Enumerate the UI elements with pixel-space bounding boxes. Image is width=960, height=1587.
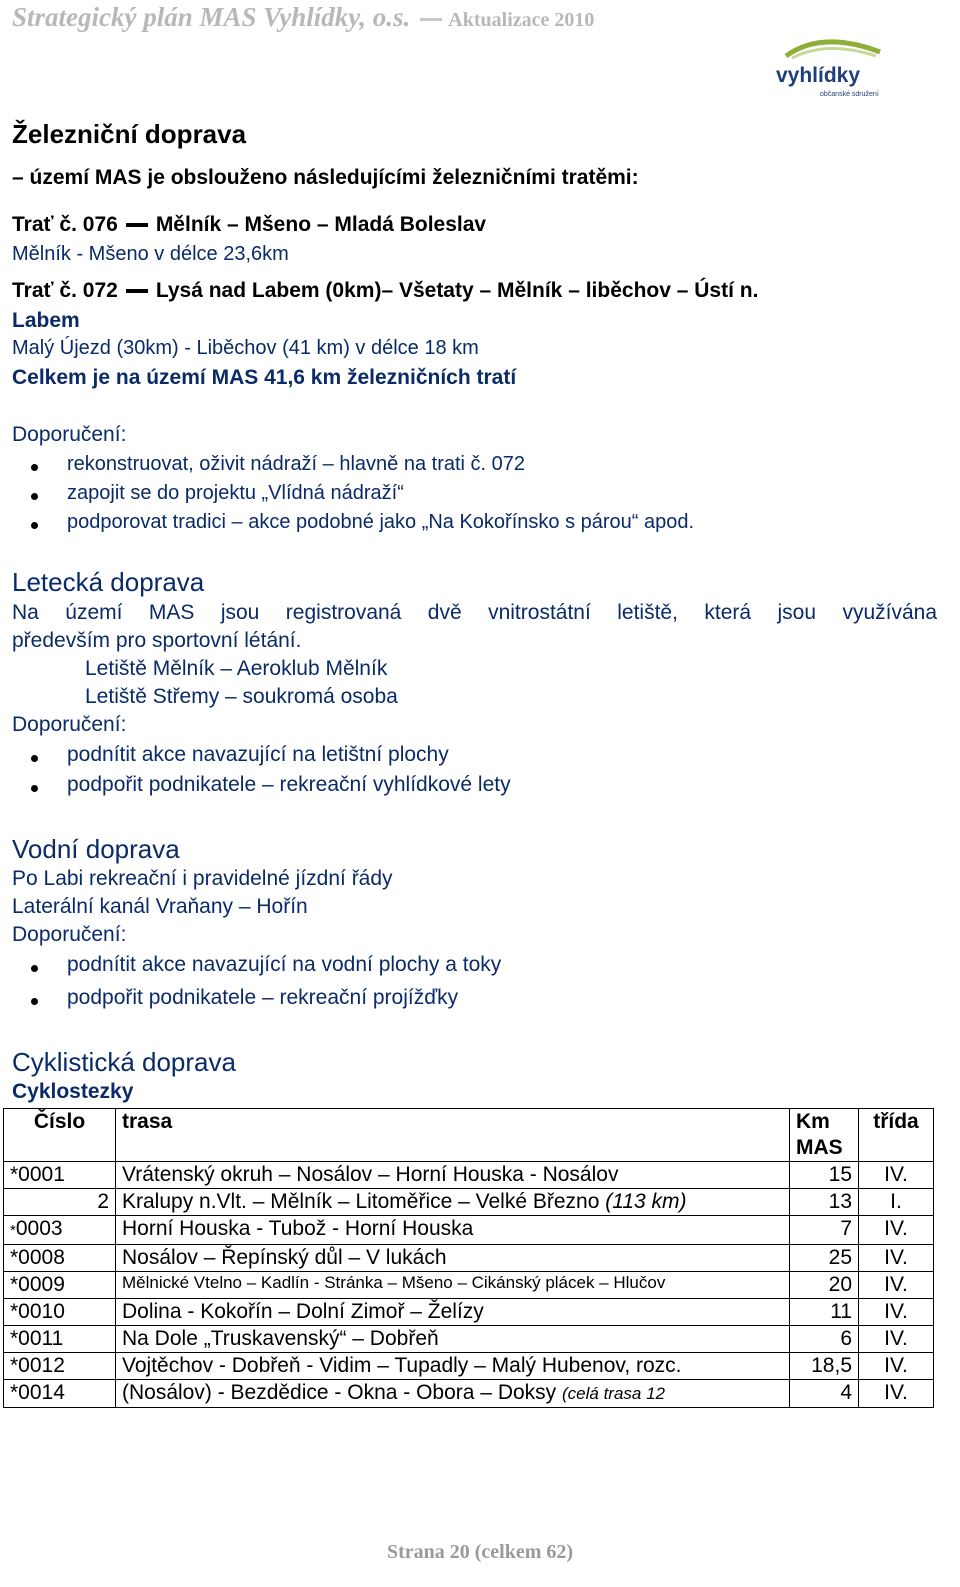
cycle-subheading: Cyklostezky: [12, 1080, 134, 1103]
route-name: Dolina - Kokořín – Dolní Zimoř – Želízy: [116, 1299, 790, 1326]
route-name: Mělnické Vtelno – Kadlín - Stránka – Mšeno – Cikánský plácek – Hlučov: [116, 1272, 790, 1299]
route-number-value: 0003: [15, 1217, 63, 1240]
route-name: Vojtěchov - Dobřeň - Vidim – Tupadly – Malý Hubenov, rozc.: [116, 1353, 790, 1380]
air-intro: Na území MAS jsou registrovaná dvě vnitrostátní letiště, která jsou využívána: [12, 601, 937, 624]
rail-line2-title: [12, 279, 758, 303]
header-update: Aktualizace 2010: [448, 9, 595, 31]
page-footer: Strana 20 (celkem 62): [386, 1541, 574, 1563]
water-reco-label: Doporučení:: [12, 923, 127, 946]
table-row: [4, 1272, 934, 1299]
rail-intro: – území MAS je obslouženo následujícími železničními tratěmi:: [12, 166, 639, 189]
logo-subtext: občanské sdružení: [820, 91, 879, 98]
rail-reco-item: podporovat tradici – akce podobné jako „Na Kokořínsko s párou“ apod.: [67, 511, 695, 533]
bullet-dot: [31, 998, 38, 1005]
dash: [126, 223, 148, 227]
table-row: [4, 1245, 934, 1272]
rail-total: Celkem je na území MAS 41,6 km železničních tratí: [12, 366, 517, 389]
air-airport: Letiště Mělník – Aeroklub Mělník: [85, 657, 388, 680]
route-km: 11: [790, 1299, 859, 1326]
route-number: *0014: [4, 1380, 116, 1408]
bullet-dot: [31, 755, 38, 762]
route-name: [116, 1380, 790, 1408]
route-number: *0009: [4, 1272, 116, 1299]
route-class: IV.: [859, 1380, 934, 1408]
water-line: Laterální kanál Vraňany – Hořín: [12, 895, 308, 918]
water-reco-item: podnítit akce navazující na vodní plochy a toky: [67, 953, 502, 976]
route-km: 20: [790, 1272, 859, 1299]
air-airport: Letiště Střemy – soukromá osoba: [85, 685, 398, 708]
route-km: 4: [790, 1380, 859, 1408]
bullet-dot: [31, 785, 38, 792]
rail-line2-title-cont: Labem: [12, 309, 80, 332]
rail-reco-item: zapojit se do projektu „Vlídná nádraží“: [67, 482, 404, 504]
table-row: [4, 1189, 934, 1216]
route-name: Horní Houska - Tubož - Horní Houska: [116, 1216, 790, 1245]
air-heading: Letecká doprava: [12, 567, 205, 597]
route-name-extra: (113 km): [605, 1190, 687, 1213]
rail-line1-title: [12, 213, 486, 237]
logo-text: vyhlídky: [776, 64, 861, 87]
water-heading: Vodní doprava: [12, 834, 180, 864]
route-km: 6: [790, 1326, 859, 1353]
route-name-main: Kralupy n.Vlt. – Mělník – Litoměřice – Velké Březno: [122, 1190, 600, 1213]
vyhlidky-logo: [772, 36, 892, 102]
route-name: Vrátenský okruh – Nosálov – Horní Houska - Nosálov: [116, 1162, 790, 1189]
route-name-extra: (celá trasa 12: [562, 1384, 666, 1403]
table-row: [4, 1353, 934, 1380]
rail-line1-detail: Mělník - Mšeno v délce 23,6km: [12, 243, 289, 265]
water-line: Po Labi rekreační i pravidelné jízdní řády: [12, 867, 393, 890]
column-header-km-line1: Km: [796, 1110, 830, 1133]
route-name: Nosálov – Řepínský důl – V lukách: [116, 1245, 790, 1272]
rail-line2-route: Lysá nad Labem (0km)– Všetaty – Mělník – liběchov – Ústí n.: [155, 279, 759, 302]
route-number: *0012: [4, 1353, 116, 1380]
route-class: IV.: [859, 1299, 934, 1326]
route-number: *0008: [4, 1245, 116, 1272]
bullet-dot: [31, 493, 38, 500]
route-name-main: (Nosálov) - Bezdědice - Okna - Obora – Doksy: [122, 1381, 557, 1404]
column-header-km-line2: MAS: [796, 1136, 843, 1159]
table-row: [4, 1162, 934, 1189]
air-intro-cont: především pro sportovní létání.: [12, 629, 302, 652]
rail-line1-number: Trať č. 076: [12, 213, 118, 236]
route-km: 18,5: [790, 1353, 859, 1380]
route-km: 13: [790, 1189, 859, 1216]
route-number: *0011: [4, 1326, 116, 1353]
table-row: [4, 1216, 934, 1245]
header-title: Strategický plán MAS Vyhlídky, o.s.: [12, 2, 411, 32]
rail-line2-detail: Malý Újezd (30km) - Liběchov (41 km) v délce 18 km: [12, 337, 479, 359]
route-number: 2: [4, 1189, 116, 1216]
rail-heading: Železniční doprava: [12, 119, 247, 149]
air-reco-item: podpořit podnikatele – rekreační vyhlídkové lety: [67, 773, 511, 796]
water-reco-item: podpořit podnikatele – rekreační projížďky: [67, 986, 459, 1009]
rail-line1-route: Mělník – Mšeno – Mladá Boleslav: [155, 213, 487, 236]
route-km: 7: [790, 1216, 859, 1245]
route-class: IV.: [859, 1162, 934, 1189]
table-row: [4, 1380, 934, 1408]
cycle-heading: Cyklistická doprava: [12, 1047, 236, 1077]
route-number: *0001: [4, 1162, 116, 1189]
column-header-km: [790, 1109, 859, 1162]
header-dash: [420, 18, 442, 21]
air-reco-label: Doporučení:: [12, 713, 127, 736]
route-class: IV.: [859, 1353, 934, 1380]
rail-reco-label: Doporučení:: [12, 423, 127, 446]
route-class: IV.: [859, 1326, 934, 1353]
route-class: IV.: [859, 1272, 934, 1299]
route-km: 25: [790, 1245, 859, 1272]
bullet-dot: [31, 464, 38, 471]
bullet-dot: [31, 522, 38, 529]
table-header-row: [4, 1109, 934, 1162]
cycle-routes-table: [3, 1108, 934, 1408]
route-number-prefix: *: [10, 1222, 16, 1239]
column-header-route: trasa: [116, 1109, 790, 1162]
route-class: I.: [859, 1189, 934, 1216]
route-number: [4, 1216, 116, 1245]
route-class: IV.: [859, 1245, 934, 1272]
column-header-class: třída: [859, 1109, 934, 1162]
route-name: [116, 1189, 790, 1216]
route-name: Na Dole „Truskavenský“ – Dobřeň: [116, 1326, 790, 1353]
dash: [126, 289, 148, 293]
route-number: *0010: [4, 1299, 116, 1326]
rail-reco-item: rekonstruovat, oživit nádraží – hlavně na trati č. 072: [67, 453, 526, 475]
document-header: [12, 2, 594, 33]
route-class: IV.: [859, 1216, 934, 1245]
air-reco-item: podnítit akce navazující na letištní plochy: [67, 743, 449, 766]
table-row: [4, 1326, 934, 1353]
route-km: 15: [790, 1162, 859, 1189]
table-row: [4, 1299, 934, 1326]
rail-line2-number: Trať č. 072: [12, 279, 118, 302]
column-header-number: Číslo: [4, 1109, 116, 1162]
bullet-dot: [31, 965, 38, 972]
